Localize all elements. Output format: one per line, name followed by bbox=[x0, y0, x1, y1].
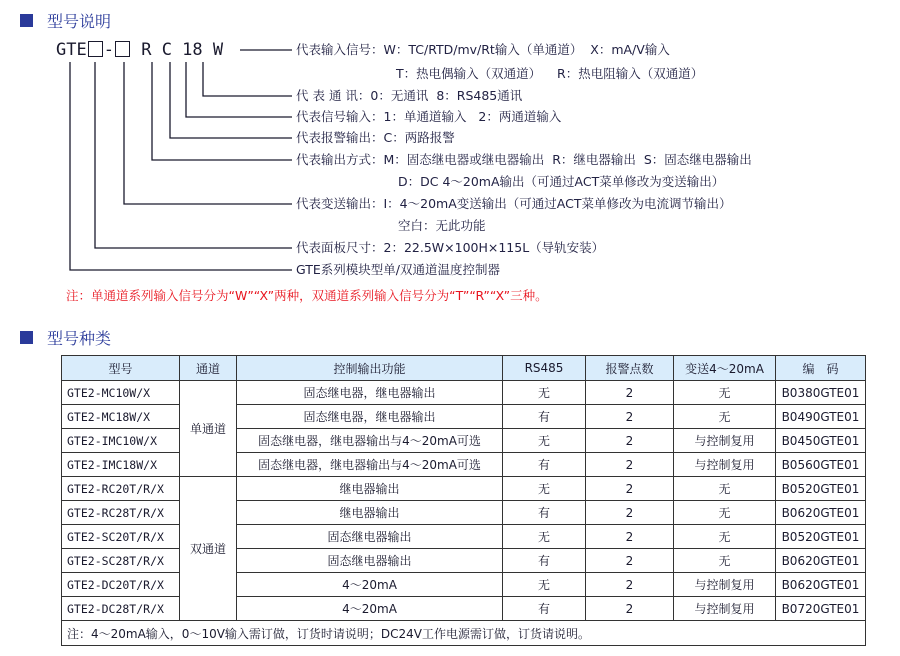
cell-rs485: 有 bbox=[503, 549, 586, 573]
cell-alarm: 2 bbox=[586, 525, 674, 549]
code-prefix: GTE bbox=[56, 40, 87, 60]
code-letters: R C 18 W bbox=[141, 40, 224, 60]
cell-transmit: 无 bbox=[674, 381, 776, 405]
cell-function: 固态继电器，继电器输出与4～20mA可选 bbox=[237, 453, 503, 477]
cell-rs485: 无 bbox=[503, 573, 586, 597]
cell-model: GTE2-RC28T/R/X bbox=[62, 501, 180, 525]
cell-model: GTE2-MC10W/X bbox=[62, 381, 180, 405]
section-title-model-types bbox=[20, 326, 111, 349]
cell-model: GTE2-DC28T/R/X bbox=[62, 597, 180, 621]
cell-alarm: 2 bbox=[586, 429, 674, 453]
cell-alarm: 2 bbox=[586, 405, 674, 429]
cell-transmit: 与控制复用 bbox=[674, 453, 776, 477]
cell-alarm: 2 bbox=[586, 381, 674, 405]
cell-code: B0620GTE01 bbox=[776, 549, 866, 573]
cell-code: B0520GTE01 bbox=[776, 525, 866, 549]
cell-code: B0520GTE01 bbox=[776, 477, 866, 501]
cell-rs485: 无 bbox=[503, 525, 586, 549]
table-footnote-row bbox=[62, 621, 866, 646]
cell-code: B0450GTE01 bbox=[776, 429, 866, 453]
header-channel: 通道 bbox=[180, 356, 237, 381]
cell-channel-dual: 双通道 bbox=[180, 477, 237, 621]
cell-alarm: 2 bbox=[586, 477, 674, 501]
table-row bbox=[62, 477, 866, 501]
cell-function: 继电器输出 bbox=[237, 501, 503, 525]
cell-code: B0720GTE01 bbox=[776, 597, 866, 621]
desc-output-mode: 代表输出方式：M：固态继电器或继电器输出 R：继电器输出 S：固态继电器输出 bbox=[296, 152, 752, 167]
cell-alarm: 2 bbox=[586, 549, 674, 573]
desc-output-mode-dc: D：DC 4～20mA输出（可通过ACT菜单修改为变送输出） bbox=[398, 174, 725, 189]
cell-rs485: 有 bbox=[503, 597, 586, 621]
square-bullet-icon bbox=[20, 331, 33, 344]
cell-model: GTE2-DC20T/R/X bbox=[62, 573, 180, 597]
cell-rs485: 无 bbox=[503, 429, 586, 453]
header-code: 编 码 bbox=[776, 356, 866, 381]
cell-alarm: 2 bbox=[586, 573, 674, 597]
cell-code: B0560GTE01 bbox=[776, 453, 866, 477]
cell-transmit: 与控制复用 bbox=[674, 597, 776, 621]
cell-alarm: 2 bbox=[586, 453, 674, 477]
cell-transmit: 无 bbox=[674, 405, 776, 429]
section-title-text: 型号说明 bbox=[47, 12, 112, 31]
cell-transmit: 无 bbox=[674, 477, 776, 501]
cell-transmit: 无 bbox=[674, 525, 776, 549]
desc-communication: 代 表 通 讯：0：无通讯 8：RS485通讯 bbox=[296, 88, 523, 103]
cell-code: B0620GTE01 bbox=[776, 573, 866, 597]
cell-model: GTE2-SC28T/R/X bbox=[62, 549, 180, 573]
cell-model: GTE2-RC20T/R/X bbox=[62, 477, 180, 501]
desc-series: GTE系列模块型单/双通道温度控制器 bbox=[296, 262, 500, 277]
cell-channel-single: 单通道 bbox=[180, 381, 237, 477]
cell-function: 固态继电器，继电器输出 bbox=[237, 381, 503, 405]
cell-transmit: 与控制复用 bbox=[674, 429, 776, 453]
red-note: 注：单通道系列输入信号分为“W”“X”两种，双通道系列输入信号分为“T”“R”“X”三种。 bbox=[66, 288, 548, 303]
cell-rs485: 无 bbox=[503, 381, 586, 405]
header-transmit: 变送4～20mA bbox=[674, 356, 776, 381]
cell-rs485: 有 bbox=[503, 453, 586, 477]
cell-model: GTE2-IMC10W/X bbox=[62, 429, 180, 453]
header-control-output: 控制输出功能 bbox=[237, 356, 503, 381]
desc-alarm-output: 代表报警输出：C：两路报警 bbox=[296, 130, 455, 145]
cell-function: 继电器输出 bbox=[237, 477, 503, 501]
cell-function: 固态继电器输出 bbox=[237, 549, 503, 573]
header-rs485: RS485 bbox=[503, 356, 586, 381]
desc-transmit-output: 代表变送输出：I：4～20mA变送输出（可通过ACT菜单修改为电流调节输出） bbox=[296, 196, 732, 211]
cell-transmit: 与控制复用 bbox=[674, 573, 776, 597]
desc-input-signal: 代表输入信号：W：TC/RTD/mv/Rt输入（单通道） X：mA/V输入 bbox=[296, 42, 670, 57]
desc-transmit-blank: 空白：无此功能 bbox=[398, 218, 486, 233]
cell-code: B0380GTE01 bbox=[776, 381, 866, 405]
cell-function: 固态继电器输出 bbox=[237, 525, 503, 549]
table-row bbox=[62, 381, 866, 405]
header-alarm-points: 报警点数 bbox=[586, 356, 674, 381]
table-footnote: 注：4～20mA输入，0～10V输入需订做，订货时请说明；DC24V工作电源需订做，订货请说明。 bbox=[62, 621, 866, 646]
code-dash: - bbox=[103, 40, 114, 60]
cell-transmit: 无 bbox=[674, 501, 776, 525]
cell-alarm: 2 bbox=[586, 501, 674, 525]
model-table bbox=[61, 355, 866, 646]
desc-signal-input: 代表信号输入：1：单通道输入 2：两通道输入 bbox=[296, 109, 562, 124]
cell-transmit: 无 bbox=[674, 549, 776, 573]
cell-rs485: 有 bbox=[503, 501, 586, 525]
cell-code: B0490GTE01 bbox=[776, 405, 866, 429]
table-header-row bbox=[62, 356, 866, 381]
cell-function: 4～20mA bbox=[237, 573, 503, 597]
cell-code: B0620GTE01 bbox=[776, 501, 866, 525]
cell-model: GTE2-SC20T/R/X bbox=[62, 525, 180, 549]
cell-function: 固态继电器，继电器输出与4～20mA可选 bbox=[237, 429, 503, 453]
cell-function: 4～20mA bbox=[237, 597, 503, 621]
cell-model: GTE2-IMC18W/X bbox=[62, 453, 180, 477]
cell-rs485: 有 bbox=[503, 405, 586, 429]
header-model: 型号 bbox=[62, 356, 180, 381]
cell-alarm: 2 bbox=[586, 597, 674, 621]
desc-input-signal-dual: T：热电偶输入（双通道） R：热电阻输入（双通道） bbox=[396, 66, 704, 81]
cell-rs485: 无 bbox=[503, 477, 586, 501]
cell-model: GTE2-MC18W/X bbox=[62, 405, 180, 429]
section-title-text: 型号种类 bbox=[47, 329, 112, 348]
desc-panel-size: 代表面板尺寸：2：22.5W×100H×115L（导轨安装） bbox=[296, 240, 605, 255]
cell-function: 固态继电器，继电器输出 bbox=[237, 405, 503, 429]
